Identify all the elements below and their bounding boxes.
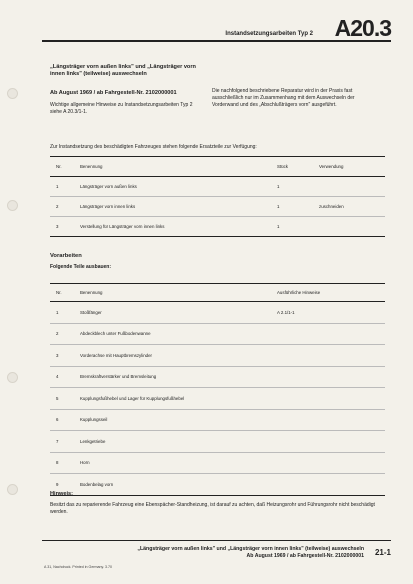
cell-name: Horn (79, 452, 276, 474)
table-row (50, 409, 385, 431)
cell-nr: 1 (50, 302, 79, 324)
cell-ref: A 2.1/1-1 (276, 302, 385, 324)
prep-subheading: Folgende Teile ausbauen: (50, 264, 112, 270)
cell-qty: 1 (276, 197, 318, 217)
cell-name: Längsträger vorn außen links (79, 177, 276, 197)
cell-name: Verstellung für Längsträger vorn innen links (79, 217, 276, 237)
intro-note: Wichtige allgemeine Hinweise zu Instandsetzungsarbeiten Typ 2 siehe A 20.3/1-1. (50, 102, 193, 115)
page-footer (42, 540, 391, 559)
table-row (50, 474, 385, 496)
availability-text: Zur Instandsetzung des beschädigten Fahrzeuges stehen folgende Ersatzteile zur Verfügung: (50, 144, 257, 150)
header-code: A20.3 (334, 15, 391, 41)
table-row (50, 452, 385, 474)
cell-name: Kupplungsfußhebel und Lager für Kupplungsfußhebel (79, 388, 276, 410)
hinweis-heading: Hinweis: (50, 491, 74, 497)
cell-qty: 1 (276, 177, 318, 197)
intro-right-text: Die nachfolgend beschriebene Reparatur wird in der Praxis fast ausschließlich nur im Zusammenhang mit dem Auswechseln der Vorderwand und des „Abschlußträgers vorn" ausgeführt. (212, 88, 355, 108)
cell-ref (276, 323, 385, 345)
cell-name: Vorderachse mit Hauptbremszylinder (79, 345, 276, 367)
cell-name: Lenkgetriebe (79, 431, 276, 453)
cell-nr: 6 (50, 409, 79, 431)
cell-name: Bodenbelag vorn (79, 474, 276, 496)
intro-left (50, 64, 200, 116)
table-row (50, 217, 385, 237)
table-row (50, 197, 385, 217)
cell-nr: 2 (50, 323, 79, 345)
cell-nr: 2 (50, 197, 79, 217)
column-header: Nr. (50, 157, 79, 177)
footer-chassis: Ab August 1969 / ab Fahrgestell-Nr. 2102000001 (246, 553, 364, 559)
column-header: Nr. (50, 284, 79, 302)
prep-table (50, 283, 385, 496)
cell-use (318, 177, 385, 197)
cell-name: Abdeckblech unter Fußbodenwanne (79, 323, 276, 345)
table-row (50, 431, 385, 453)
cell-nr: 1 (50, 177, 79, 197)
table-row (50, 302, 385, 324)
cell-nr: 9 (50, 474, 79, 496)
footer-title-block (64, 546, 364, 560)
punch-hole (7, 88, 18, 99)
punch-hole (7, 484, 18, 495)
table-row (50, 345, 385, 367)
cell-nr: 8 (50, 452, 79, 474)
column-header: Stück (276, 157, 318, 177)
cell-nr: 5 (50, 388, 79, 410)
table-row (50, 323, 385, 345)
cell-name: Längsträger vorn innen links (79, 197, 276, 217)
cell-nr: 3 (50, 217, 79, 237)
table-row (50, 177, 385, 197)
punch-hole (7, 372, 18, 383)
cell-use (318, 217, 385, 237)
page-number: 21-1 (374, 548, 391, 557)
footer-title: „Längsträger vorn außen links" und „Längsträger vorn innen links" (teilweise) auswechseln (137, 546, 364, 552)
table-header-row (50, 284, 385, 302)
column-header: Benennung (79, 284, 276, 302)
cell-ref (276, 431, 385, 453)
cell-ref (276, 409, 385, 431)
table-row (50, 388, 385, 410)
table-header-row (50, 157, 385, 177)
cell-nr: 3 (50, 345, 79, 367)
column-header: Ausführliche Hinweise (276, 284, 385, 302)
hinweis-text: Besitzt das zu reparierende Fahrzeug eine Ebenspächer-Standheizung, ist darauf zu achten, daß Heizungsrohr und Führungsrohr nicht beschädigt werden. (50, 502, 375, 515)
cell-ref (276, 388, 385, 410)
page-header (42, 14, 391, 42)
column-header: Verwendung (318, 157, 385, 177)
header-subtitle: Instandsetzungsarbeiten Typ 2 (225, 31, 313, 37)
cell-ref (276, 452, 385, 474)
cell-name: Stoßfänger (79, 302, 276, 324)
parts-table (50, 156, 385, 237)
print-note: A 31, Nachdruck. Printed in Germany. 3.70 (44, 565, 113, 569)
cell-qty: 1 (276, 217, 318, 237)
cell-nr: 7 (50, 431, 79, 453)
intro-chassis: Ab August 1969 / ab Fahrgestell-Nr. 2102000001 (50, 90, 177, 96)
intro-title: „Längsträger vorn außen links" und „Längsträger vorn innen links" (teilweise) auswechseln (50, 64, 196, 77)
table-row (50, 366, 385, 388)
cell-nr: 4 (50, 366, 79, 388)
prep-heading: Vorarbeiten (50, 253, 82, 259)
column-header: Benennung (79, 157, 276, 177)
cell-ref (276, 345, 385, 367)
punch-hole (7, 200, 18, 211)
cell-use: zuschneiden (318, 197, 385, 217)
cell-name: Bremskraftverstärker und Bremsleitung (79, 366, 276, 388)
cell-name: Kupplungsseil (79, 409, 276, 431)
cell-ref (276, 474, 385, 496)
cell-ref (276, 366, 385, 388)
